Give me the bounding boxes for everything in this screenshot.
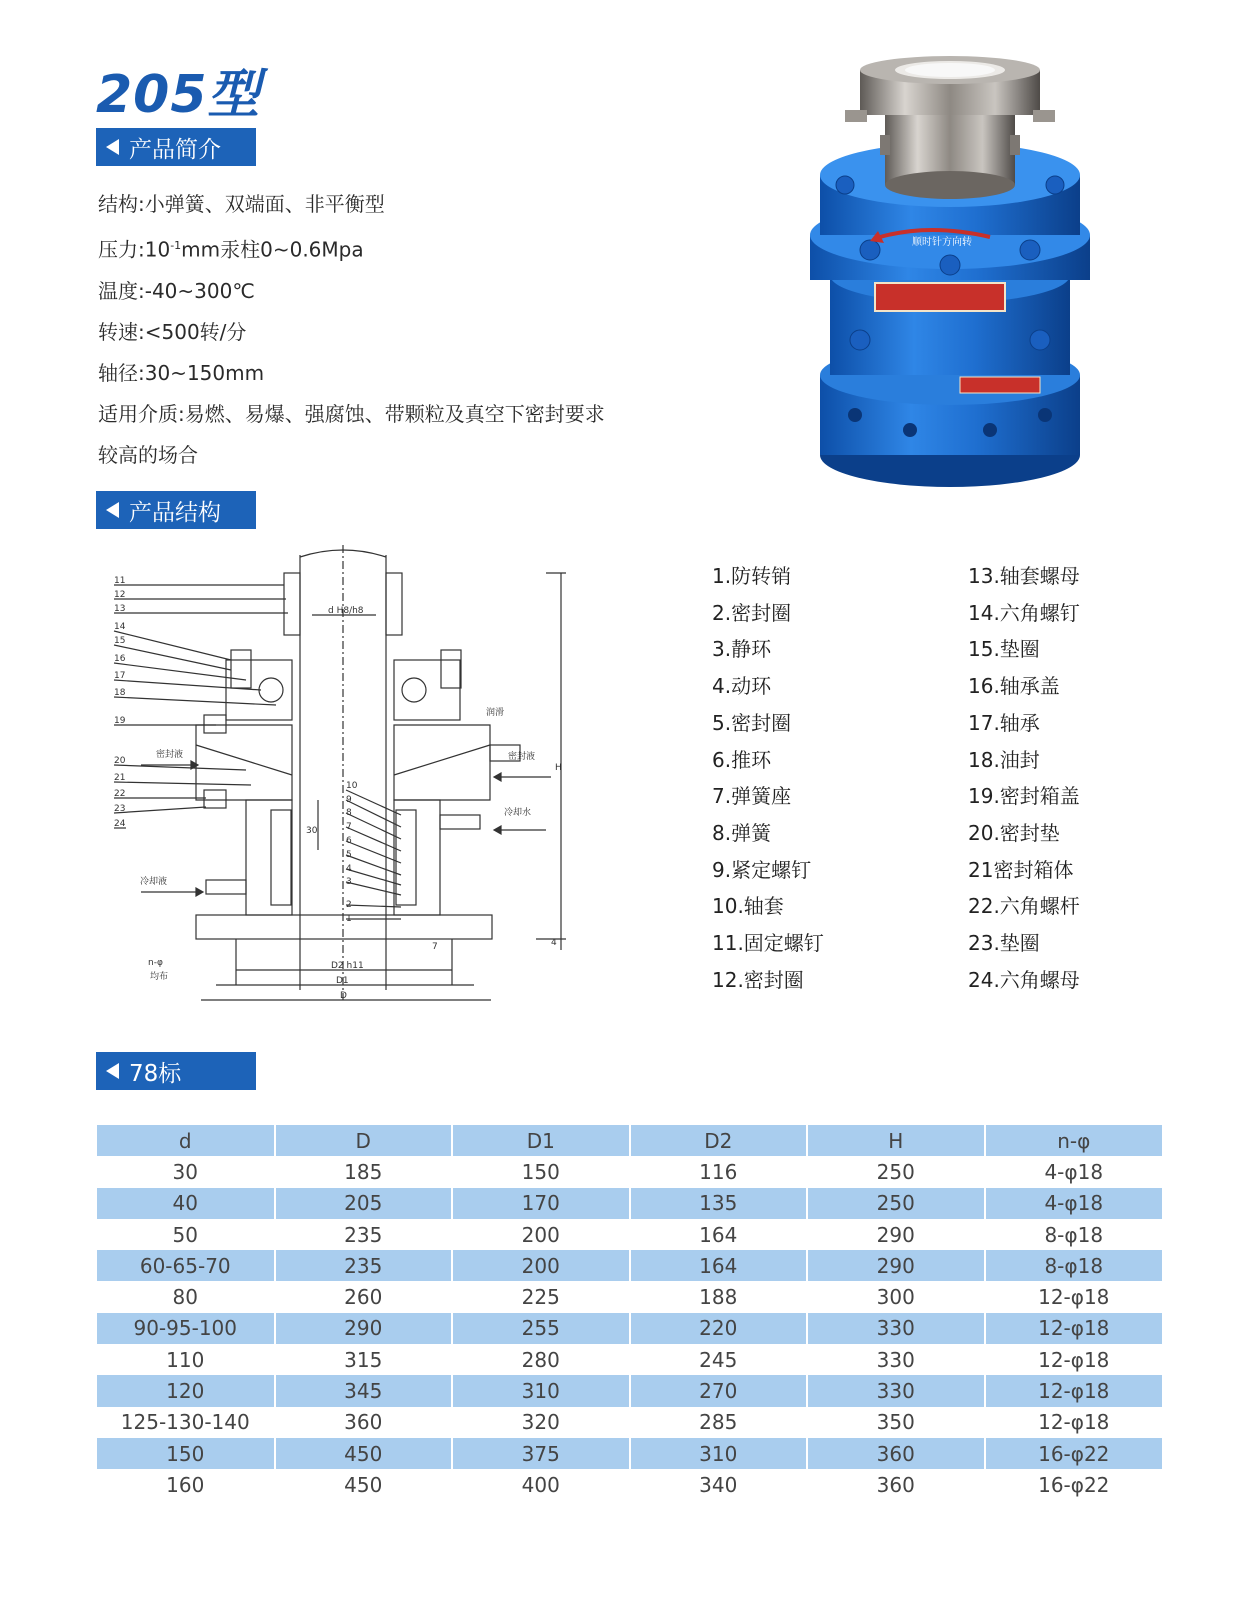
table-row bbox=[97, 1188, 1162, 1219]
table-cell: 205 bbox=[275, 1188, 453, 1219]
table-cell: 60-65-70 bbox=[97, 1250, 275, 1281]
table-cell: 350 bbox=[807, 1407, 985, 1438]
triangle-left-icon bbox=[106, 1063, 119, 1079]
table-cell: 250 bbox=[807, 1156, 985, 1187]
list-item: 10.轴套 bbox=[712, 894, 784, 919]
intro-medium-2: 较高的场合 bbox=[98, 442, 198, 467]
cooling-fluid-label: 冷却液 bbox=[140, 877, 168, 887]
seal-fluid-left-label: 密封液 bbox=[156, 750, 184, 760]
intro-temperature: 温度:-40~300℃ bbox=[98, 278, 255, 303]
diagram-labels-left bbox=[114, 576, 126, 829]
diagram-label: 24 bbox=[114, 819, 126, 829]
table-cell: 50 bbox=[97, 1219, 275, 1250]
table-cell: 164 bbox=[630, 1219, 808, 1250]
section-tag-label: 78标 bbox=[129, 1060, 182, 1087]
dim-30-label: 30 bbox=[306, 826, 318, 836]
table-row bbox=[97, 1344, 1162, 1375]
table-cell: 135 bbox=[630, 1188, 808, 1219]
diagram-label: 10 bbox=[346, 781, 358, 791]
table-cell: 160 bbox=[97, 1469, 275, 1500]
table-cell: 188 bbox=[630, 1281, 808, 1312]
table-cell: 250 bbox=[807, 1188, 985, 1219]
table-cell: 450 bbox=[275, 1469, 453, 1500]
table-cell: 200 bbox=[452, 1250, 630, 1281]
column-header: D2 bbox=[630, 1125, 808, 1156]
list-item: 18.油封 bbox=[968, 747, 1040, 772]
list-item: 11.固定螺钉 bbox=[712, 931, 824, 956]
table-cell: 8-φ18 bbox=[1044, 1253, 1104, 1278]
table-cell: 40 bbox=[97, 1188, 275, 1219]
table-cell: 260 bbox=[275, 1281, 453, 1312]
table-row bbox=[97, 1407, 1162, 1438]
table-cell: 245 bbox=[630, 1344, 808, 1375]
table-cell: 12-φ18 bbox=[1038, 1410, 1110, 1435]
list-item: 17.轴承 bbox=[968, 710, 1040, 735]
table-cell: 164 bbox=[630, 1250, 808, 1281]
triangle-left-icon bbox=[106, 139, 119, 155]
table-cell: 125-130-140 bbox=[97, 1407, 275, 1438]
parts-list-left bbox=[712, 558, 824, 998]
intro-pressure bbox=[98, 225, 678, 271]
table-cell: 450 bbox=[275, 1438, 453, 1469]
diagram-label: 7 bbox=[346, 822, 352, 832]
product-intro bbox=[98, 184, 678, 476]
diagram-label: 14 bbox=[114, 622, 126, 632]
diagram-label: 23 bbox=[114, 804, 126, 814]
table-cell: 12-φ18 bbox=[1038, 1347, 1110, 1372]
table-cell: 200 bbox=[452, 1219, 630, 1250]
table-row bbox=[97, 1375, 1162, 1406]
list-item: 14.六角螺钉 bbox=[968, 600, 1080, 625]
table-cell: 320 bbox=[452, 1407, 630, 1438]
table-row bbox=[97, 1219, 1162, 1250]
table-cell: 12-φ18 bbox=[1038, 1379, 1110, 1404]
list-item: 3.静环 bbox=[712, 637, 772, 662]
section-tag-structure bbox=[96, 491, 256, 529]
table-cell: 80 bbox=[97, 1281, 275, 1312]
diagram-label: 16 bbox=[114, 654, 126, 664]
table-row bbox=[97, 1250, 1162, 1281]
list-item: 9.紧定螺钉 bbox=[712, 857, 812, 882]
table-cell: 220 bbox=[630, 1313, 808, 1344]
pressure-text-b: mm汞柱0~0.6Mpa bbox=[181, 237, 364, 262]
table-cell: 120 bbox=[97, 1375, 275, 1406]
list-item: 16.轴承盖 bbox=[968, 674, 1060, 699]
diagram-label: 17 bbox=[114, 671, 126, 681]
diagram-label: 4 bbox=[346, 864, 352, 874]
table-cell: 360 bbox=[807, 1469, 985, 1500]
dim-4-label: 4 bbox=[551, 938, 557, 948]
list-item: 12.密封圈 bbox=[712, 967, 804, 992]
table-cell: 170 bbox=[452, 1188, 630, 1219]
list-item: 1.防转销 bbox=[712, 564, 792, 588]
list-item: 19.密封箱盖 bbox=[968, 784, 1080, 809]
intro-shaft: 轴径:30~150mm bbox=[98, 360, 265, 385]
table-cell: 310 bbox=[630, 1438, 808, 1469]
table-cell: 12-φ18 bbox=[1038, 1285, 1110, 1310]
table-cell: 330 bbox=[807, 1375, 985, 1406]
diagram-label: 20 bbox=[114, 756, 126, 766]
intro-structure: 结构:小弹簧、双端面、非平衡型 bbox=[98, 192, 385, 216]
diagram-label: 3 bbox=[346, 877, 352, 887]
diagram-label: 11 bbox=[114, 576, 126, 586]
table-cell: 30 bbox=[97, 1156, 275, 1187]
table-cell: 285 bbox=[630, 1407, 808, 1438]
seal-fluid-right-label: 密封液 bbox=[508, 752, 536, 762]
diagram-label: 9 bbox=[346, 795, 352, 805]
diagram-label: 19 bbox=[114, 716, 126, 726]
list-item: 4.动环 bbox=[712, 674, 772, 699]
page-title: 205型 bbox=[96, 65, 261, 125]
list-item: 6.推环 bbox=[712, 747, 772, 772]
section-tag-label: 产品结构 bbox=[129, 499, 221, 526]
table-cell: 400 bbox=[452, 1469, 630, 1500]
intro-speed: 转速:<500转/分 bbox=[98, 319, 247, 344]
parts-list-right bbox=[968, 558, 1080, 998]
spec-table-body bbox=[97, 1156, 1162, 1500]
table-row bbox=[97, 1281, 1162, 1312]
list-item: 23.垫圈 bbox=[968, 931, 1040, 956]
table-cell: 4-φ18 bbox=[1044, 1159, 1104, 1184]
table-cell: 110 bbox=[97, 1344, 275, 1375]
pressure-exponent: -1 bbox=[170, 239, 182, 252]
table-row bbox=[97, 1469, 1162, 1500]
intro-medium-1: 适用介质:易燃、易爆、强腐蚀、带颗粒及真空下密封要求 bbox=[98, 401, 605, 426]
table-cell: 8-φ18 bbox=[1044, 1222, 1104, 1247]
table-row bbox=[97, 1438, 1162, 1469]
table-cell: 300 bbox=[807, 1281, 985, 1312]
structure-diagram bbox=[96, 545, 576, 1015]
table-cell: 290 bbox=[807, 1250, 985, 1281]
diagram-label: 1 bbox=[346, 914, 352, 924]
diagram-label: 13 bbox=[114, 604, 126, 614]
table-cell: 345 bbox=[275, 1375, 453, 1406]
table-cell: 270 bbox=[630, 1375, 808, 1406]
diagram-label: 12 bbox=[114, 590, 126, 600]
table-cell: 330 bbox=[807, 1313, 985, 1344]
list-item: 13.轴套螺母 bbox=[968, 564, 1080, 588]
column-header: n-φ bbox=[1057, 1128, 1091, 1153]
table-cell: 225 bbox=[452, 1281, 630, 1312]
diagram-label: 22 bbox=[114, 789, 126, 799]
list-item: 2.密封圈 bbox=[712, 600, 792, 625]
table-cell: 315 bbox=[275, 1344, 453, 1375]
dim-d-label: d H8/h8 bbox=[328, 606, 364, 616]
table-cell: 340 bbox=[630, 1469, 808, 1500]
list-item: 24.六角螺母 bbox=[968, 967, 1080, 992]
cooling-water-label: 冷却水 bbox=[504, 808, 532, 818]
table-cell: 360 bbox=[807, 1438, 985, 1469]
lube-label: 润滑 bbox=[486, 708, 505, 718]
table-cell: 310 bbox=[452, 1375, 630, 1406]
rotation-label: 顺时针方向转 bbox=[912, 237, 972, 248]
table-cell: 116 bbox=[630, 1156, 808, 1187]
table-cell: 290 bbox=[807, 1219, 985, 1250]
table-cell: 330 bbox=[807, 1344, 985, 1375]
table-cell: 375 bbox=[452, 1438, 630, 1469]
dim-d2-label: D2 h11 bbox=[331, 961, 364, 971]
list-item: 7.弹簧座 bbox=[712, 784, 792, 809]
list-item: 8.弹簧 bbox=[712, 820, 772, 845]
column-header: D bbox=[275, 1125, 453, 1156]
table-cell: 150 bbox=[97, 1438, 275, 1469]
spec-table bbox=[97, 1125, 1162, 1501]
table-cell: 16-φ22 bbox=[1038, 1441, 1110, 1466]
table-cell: 185 bbox=[275, 1156, 453, 1187]
holes-even-label: 均布 bbox=[150, 972, 169, 982]
table-row bbox=[97, 1313, 1162, 1344]
table-cell: 235 bbox=[275, 1250, 453, 1281]
holes-label: n-φ bbox=[148, 958, 163, 968]
list-item: 20.密封垫 bbox=[968, 820, 1060, 845]
list-item: 15.垫圈 bbox=[968, 637, 1040, 662]
section-tag-table bbox=[96, 1052, 256, 1090]
table-cell: 150 bbox=[452, 1156, 630, 1187]
dim-D-label: D bbox=[340, 991, 347, 1001]
diagram-label: 18 bbox=[114, 688, 126, 698]
table-cell: 290 bbox=[275, 1313, 453, 1344]
diagram-label: 6 bbox=[346, 836, 352, 846]
table-cell: 4-φ18 bbox=[1044, 1191, 1104, 1216]
table-cell: 255 bbox=[452, 1313, 630, 1344]
table-cell: 360 bbox=[275, 1407, 453, 1438]
list-item: 5.密封圈 bbox=[712, 710, 792, 735]
dim-7-label: 7 bbox=[432, 942, 438, 952]
table-cell: 280 bbox=[452, 1344, 630, 1375]
list-item: 21密封箱体 bbox=[968, 857, 1074, 882]
diagram-label: 5 bbox=[346, 850, 352, 860]
diagram-label: 15 bbox=[114, 636, 126, 646]
diagram-label: 21 bbox=[114, 773, 126, 783]
table-cell: 90-95-100 bbox=[97, 1313, 275, 1344]
product-photo bbox=[800, 55, 1100, 495]
pressure-text-a: 压力:10 bbox=[98, 237, 171, 262]
diagram-label: 8 bbox=[346, 808, 352, 818]
table-row bbox=[97, 1156, 1162, 1187]
column-header: H bbox=[807, 1125, 985, 1156]
dim-H-label: H bbox=[555, 763, 562, 773]
column-header: d bbox=[97, 1125, 275, 1156]
triangle-left-icon bbox=[106, 502, 119, 518]
column-header: D1 bbox=[452, 1125, 630, 1156]
table-header-row bbox=[97, 1125, 1162, 1156]
diagram-label: 2 bbox=[346, 900, 352, 910]
table-cell: 16-φ22 bbox=[1038, 1472, 1110, 1497]
table-cell: 12-φ18 bbox=[1038, 1316, 1110, 1341]
list-item: 22.六角螺杆 bbox=[968, 894, 1080, 919]
section-tag-intro bbox=[96, 128, 256, 166]
section-tag-label: 产品简介 bbox=[129, 136, 221, 163]
table-cell: 235 bbox=[275, 1219, 453, 1250]
dim-d1-label: D1 bbox=[336, 976, 349, 986]
